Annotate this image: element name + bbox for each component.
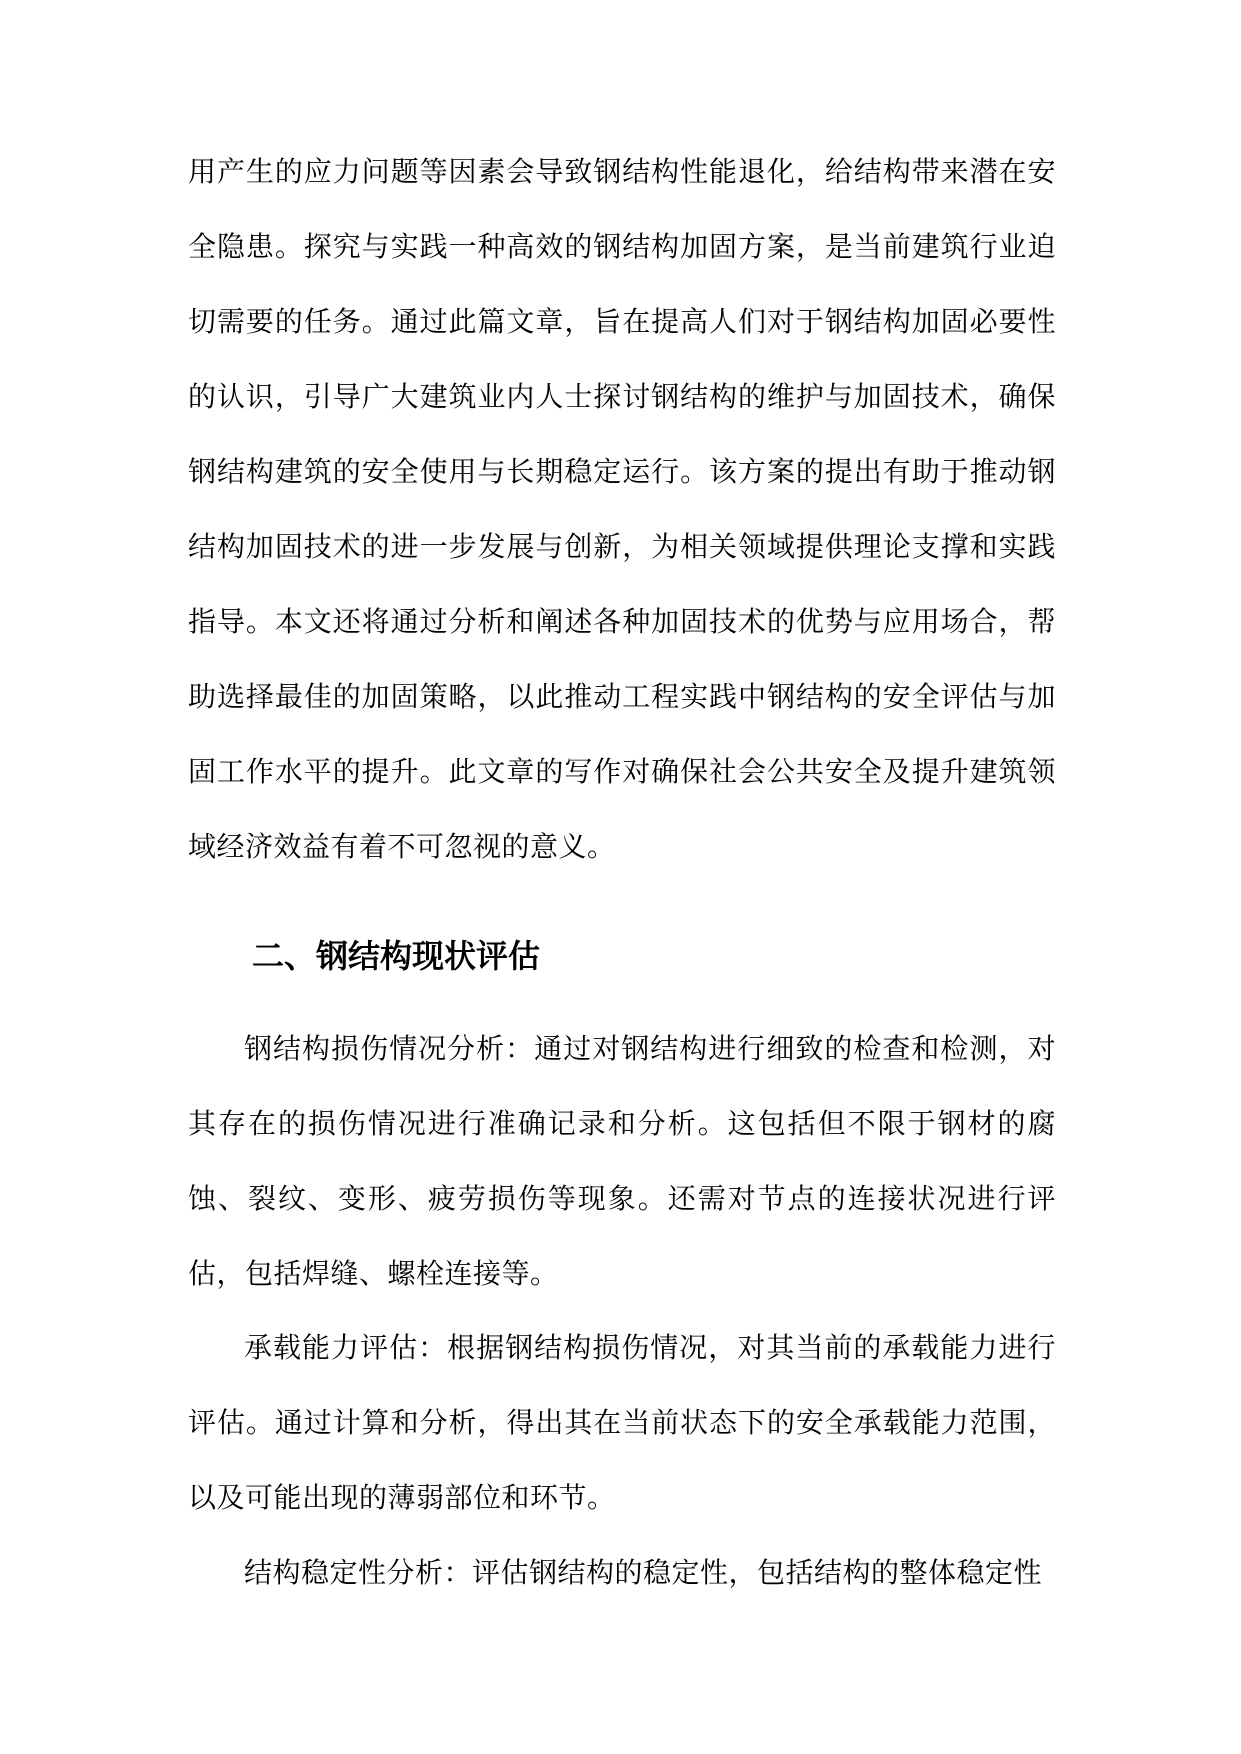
paragraph-stability-analysis: 结构稳定性分析：评估钢结构的稳定性，包括结构的整体稳定性 [244,1556,1043,1589]
section-heading: 二、钢结构现状评估 [252,937,541,975]
intro-paragraph: 用产生的应力问题等因素会导致钢结构性能退化，给结构带来潜在安全隐患。探究与实践一种高效的钢结构加固方案，是当前建筑行业迫切需要的任务。通过此篇文章，旨在提高人们对于钢结构加固必要性的认识，引导广大建筑业内人士探讨钢结构的维护与加固技术，确保钢结构建筑的安全使用与长期稳定运行。该方案的提出有助于推动钢结构加固技术的进一步发展与创新，为相关领域提供理论支撑和实践指导。本文还将通过分析和阐述各种加固技术的优势与应用场合，帮助选择最佳的加固策略，以此推动工程实践中钢结构的安全评估与加固工作水平的提升。此文章的写作对确保社会公共安全及提升建筑领域经济效益有着不可忽视的意义。 [188,155,1056,863]
paragraph-damage-analysis: 钢结构损伤情况分析：通过对钢结构进行细致的检查和检测，对其存在的损伤情况进行准确记录和分析。这包括但不限于钢材的腐蚀、裂纹、变形、疲劳损伤等现象。还需对节点的连接状况进行评估，包括焊缝、螺栓连接等。 [188,1032,1056,1290]
paragraph-capacity-assessment: 承载能力评估：根据钢结构损伤情况，对其当前的承载能力进行评估。通过计算和分析，得出其在当前状态下的安全承载能力范围，以及可能出现的薄弱部位和环节。 [188,1331,1056,1514]
